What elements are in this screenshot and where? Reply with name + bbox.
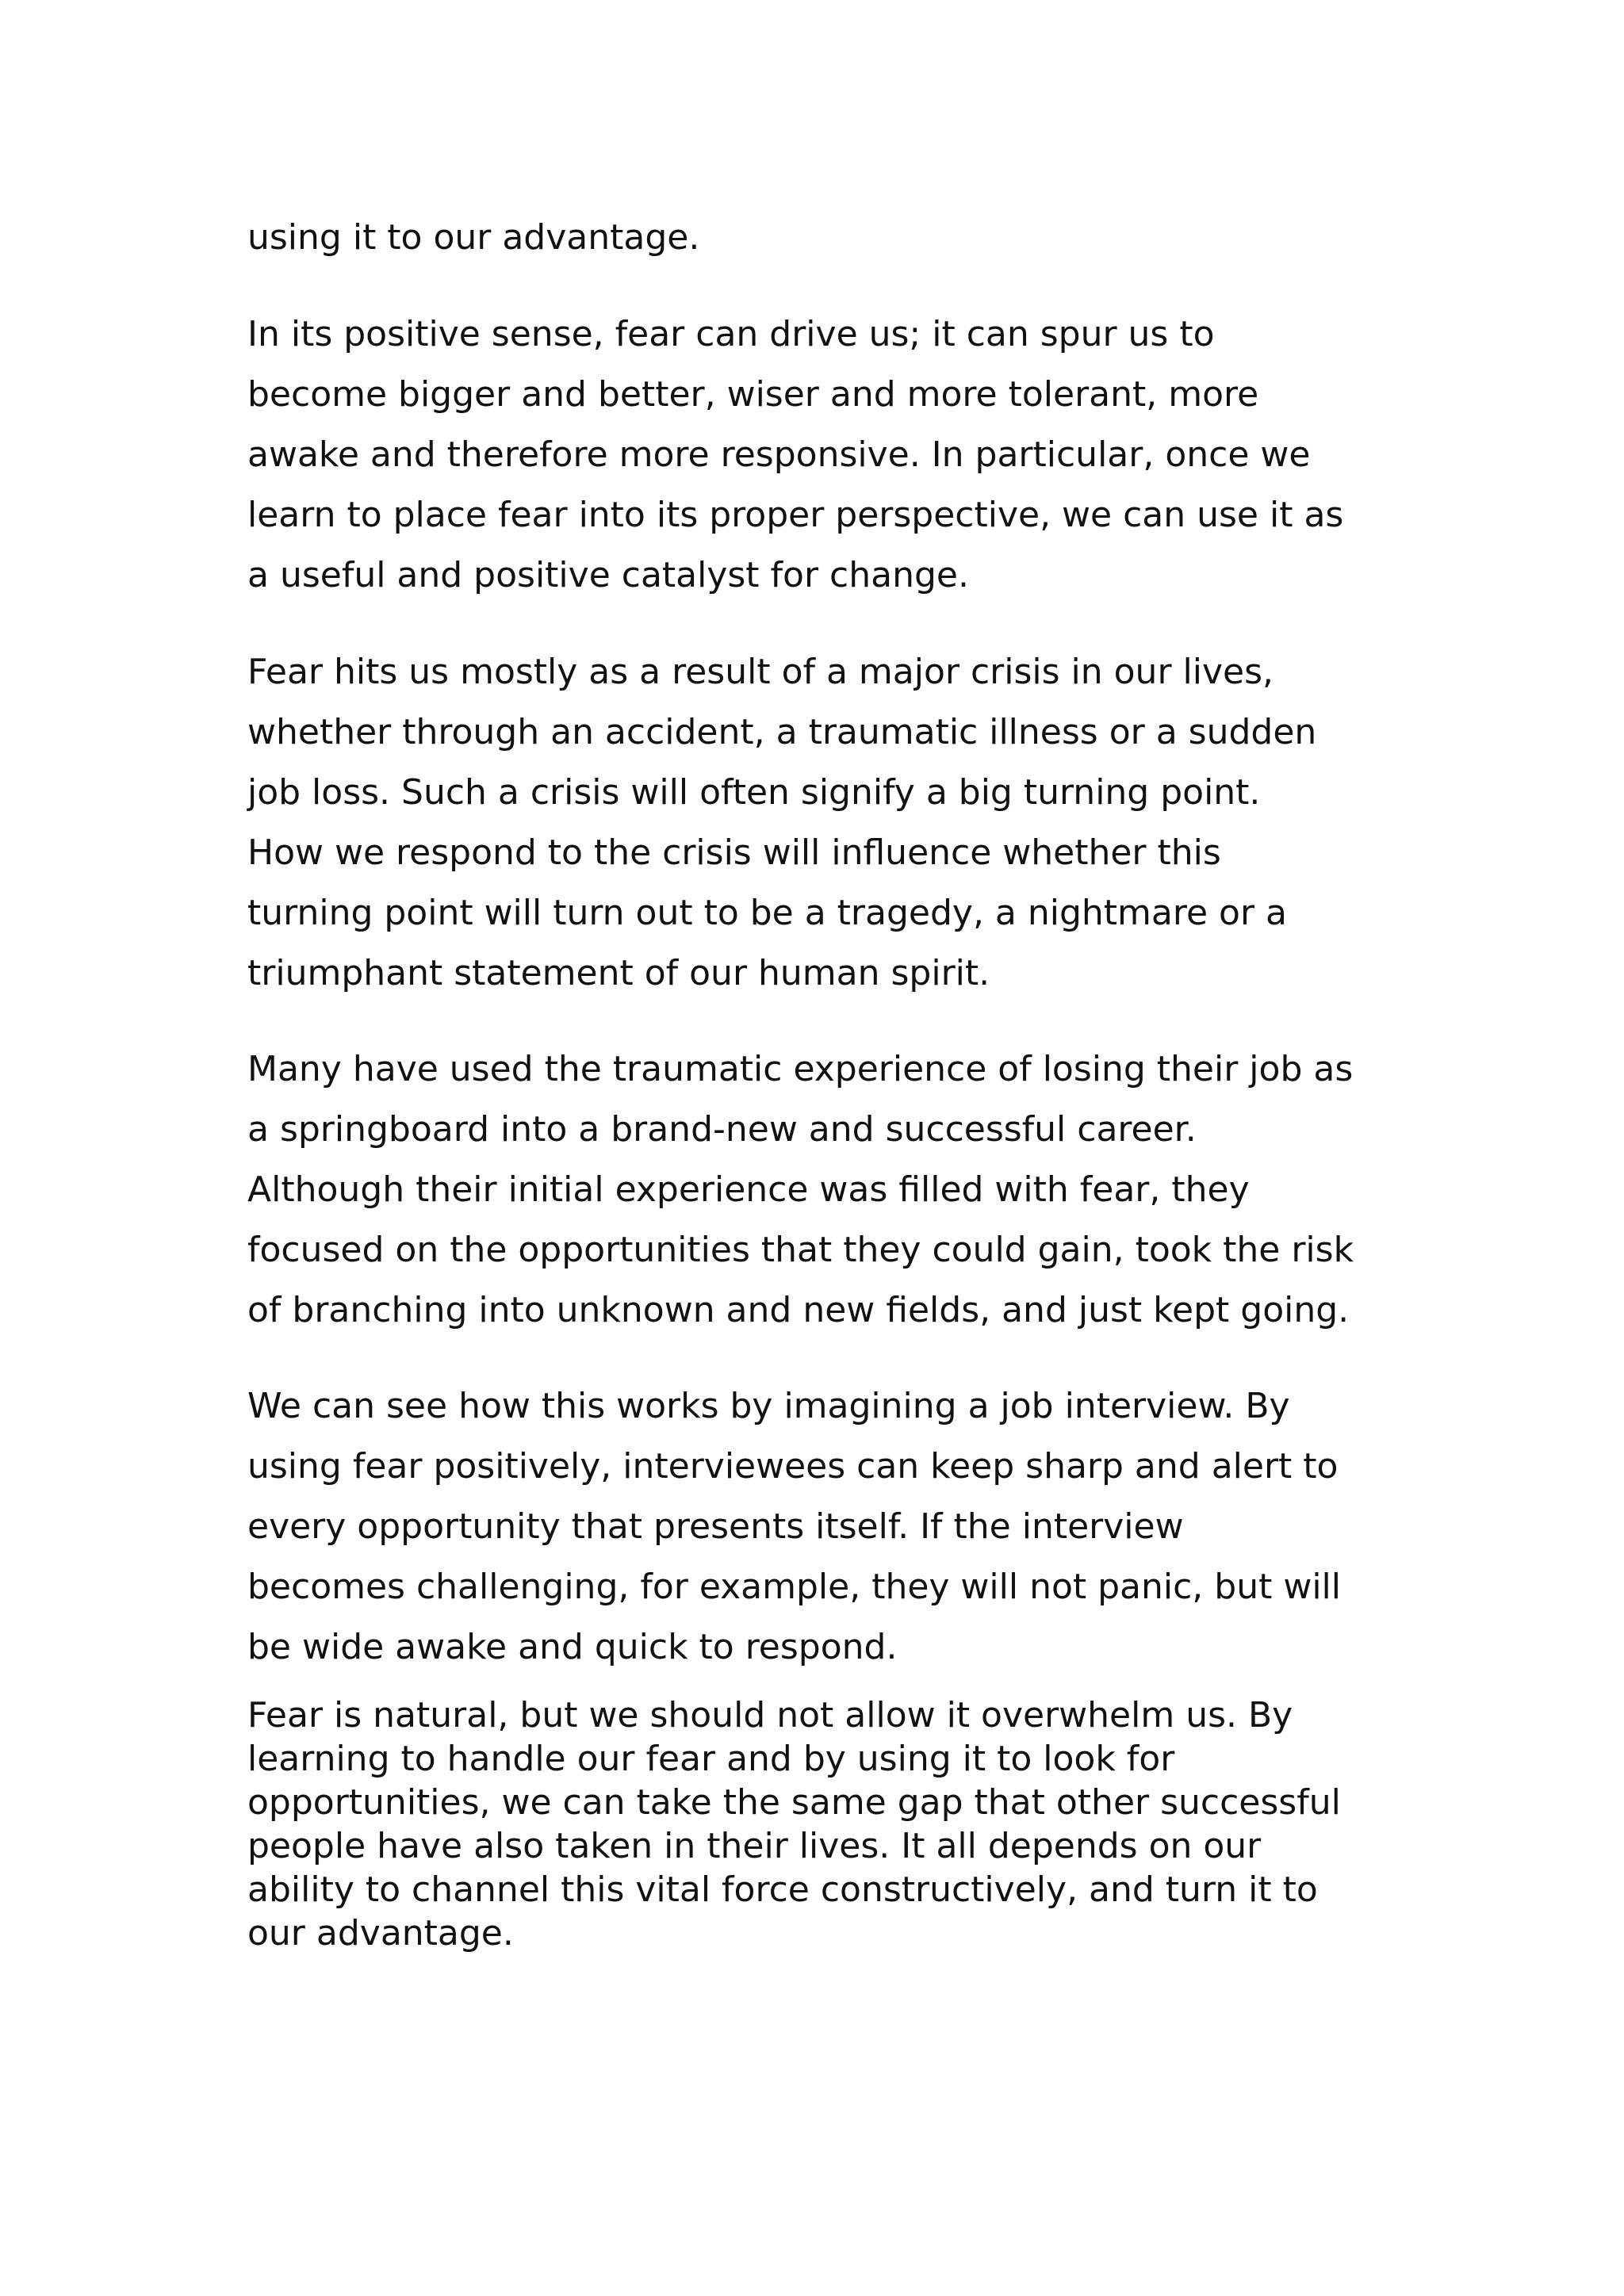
- paragraph-positive-fear: [247, 304, 1437, 606]
- text-line: focused on the opportunities that they could gain, took the risk: [247, 1230, 1354, 1270]
- text-line: people have also taken in their lives. It all depends on our: [247, 1826, 1262, 1866]
- text-line: We can see how this works by imagining a job interview. By: [247, 1386, 1290, 1426]
- text-line: Many have used the traumatic experience of losing their job as: [247, 1049, 1354, 1089]
- text-line: our advantage.: [247, 1913, 514, 1954]
- paragraph-continuation: [247, 208, 1437, 268]
- text-line: learning to handle our fear and by using it to look for: [247, 1739, 1175, 1779]
- paragraph-job-interview: [247, 1376, 1437, 1678]
- text-line: Fear hits us mostly as a result of a major crisis in our lives,: [247, 652, 1274, 692]
- text-line: of branching into unknown and new fields, and just kept going.: [247, 1290, 1350, 1330]
- text-line: ability to channel this vital force constructively, and turn it to: [247, 1869, 1318, 1910]
- text-line: become bigger and better, wiser and more tolerant, more: [247, 374, 1259, 415]
- text-line: awake and therefore more responsive. In particular, once we: [247, 434, 1311, 475]
- text-line: opportunities, we can take the same gap that other successful: [247, 1782, 1341, 1823]
- text-line: learn to place fear into its proper perspective, we can use it as: [247, 495, 1344, 535]
- paragraph-conclusion: [247, 1693, 1437, 1955]
- text-line: turning point will turn out to be a tragedy, a nightmare or a: [247, 893, 1288, 933]
- text-line: using it to our advantage.: [247, 217, 700, 258]
- text-line: a springboard into a brand-new and successful career.: [247, 1109, 1197, 1150]
- text-line: In its positive sense, fear can drive us; it can spur us to: [247, 314, 1215, 354]
- text-line: triumphant statement of our human spirit.: [247, 953, 990, 993]
- text-line: Fear is natural, but we should not allow it overwhelm us. By: [247, 1695, 1293, 1735]
- text-line: be wide awake and quick to respond.: [247, 1627, 898, 1667]
- text-line: Although their initial experience was filled with fear, they: [247, 1169, 1250, 1210]
- text-line: becomes challenging, for example, they will not panic, but will: [247, 1567, 1341, 1607]
- paragraph-crisis: [247, 642, 1437, 1004]
- text-line: a useful and positive catalyst for change.: [247, 555, 969, 595]
- paragraph-job-loss: [247, 1039, 1437, 1341]
- text-line: whether through an accident, a traumatic illness or a sudden: [247, 712, 1317, 752]
- text-line: using fear positively, interviewees can keep sharp and alert to: [247, 1446, 1339, 1487]
- text-line: every opportunity that presents itself. If the interview: [247, 1506, 1184, 1547]
- text-line: How we respond to the crisis will influence whether this: [247, 832, 1221, 873]
- text-line: job loss. Such a crisis will often signify a big turning point.: [247, 772, 1261, 813]
